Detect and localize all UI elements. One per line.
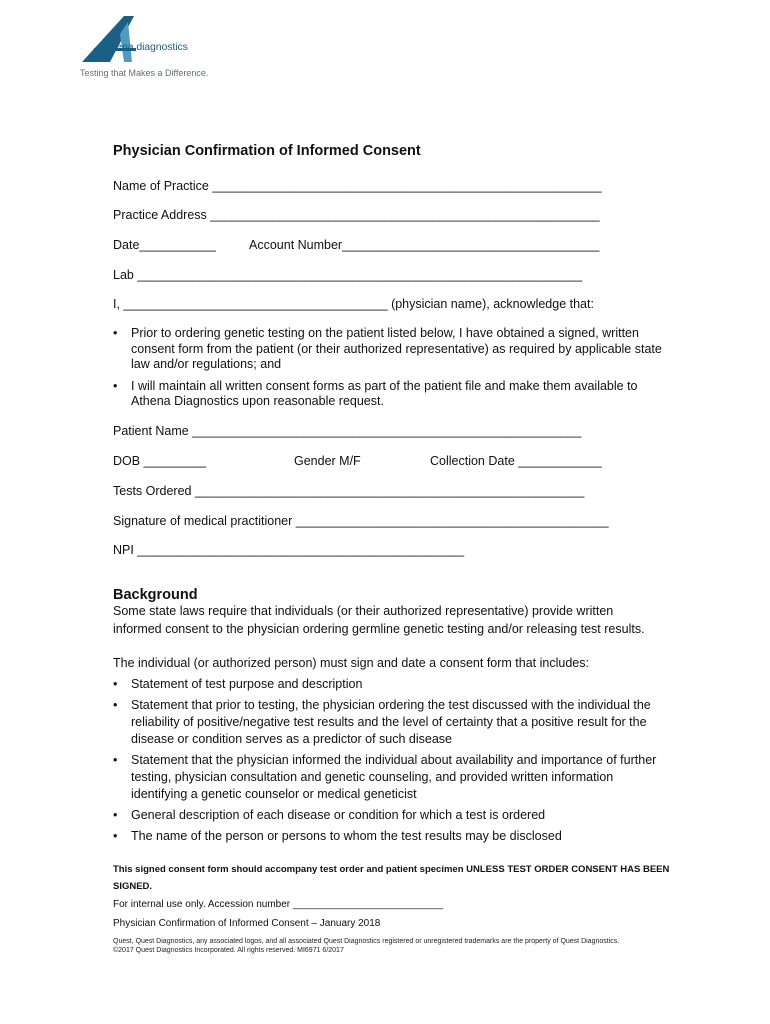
background-item [113,828,658,845]
background-item-text: Statement that the physician informed the individual about availability and importance of further testing, physician consultation and genetic counseling, and provided written information identifying a genetic counselor or medical geneticist [131,753,657,801]
athena-a-mark-icon [80,14,210,64]
bullet-icon: • [113,808,118,822]
background-item-text: Statement of test purpose and description [131,677,363,691]
background-item [113,807,658,824]
background-intro: Some state laws require that individuals (or their authorized representative) provide written informed consent to the physician ordering germline genetic testing and/or releasing test results. [113,604,645,636]
background-item-text: The name of the person or persons to whom the test results may be disclosed [131,829,562,843]
patient-name-field[interactable]: Patient Name ________________________________________________________ [113,424,582,438]
lab-field[interactable]: Lab ________________________________________________________________ [113,268,583,282]
collection-date-field[interactable]: Collection Date ____________ [430,454,602,468]
background-item-text: General description of each disease or condition for which a test is ordered [131,808,546,822]
internal-accession-field[interactable]: For internal use only. Accession number ___________________________ [113,899,444,910]
acknowledgement-item [113,326,673,373]
date-field[interactable]: Date___________ [113,238,216,252]
signature-field[interactable]: Signature of medical practitioner _____________________________________________ [113,514,609,528]
consent-notice: This signed consent form should accompany test order and patient specimen UNLESS TEST ORDER CONSENT HAS BEEN SIGNED. [113,864,670,892]
background-item [113,752,658,803]
form-identifier: Physician Confirmation of Informed Consent – January 2018 [113,918,381,929]
bullet-icon: • [113,677,118,691]
page-title: Physician Confirmation of Informed Consent [113,143,421,159]
tests-ordered-field[interactable]: Tests Ordered ________________________________________________________ [113,484,585,498]
background-item [113,697,658,748]
acknowledgement-item [113,379,673,410]
brand-tagline: Testing that Makes a Difference. [80,68,209,78]
bullet-icon: • [113,698,118,712]
practice-address-field[interactable]: Practice Address ________________________________________________________ [113,208,600,222]
acknowledgement-text: Prior to ordering genetic testing on the patient listed below, I have obtained a signed, written consent form from the patient (or their authorized representative) as required by applicable state law and/or regulations; and [131,326,662,371]
athena-logo [80,14,210,84]
bullet-icon: • [113,326,118,340]
physician-acknowledge-field[interactable]: I, ______________________________________ (physician name), acknowledge that: [113,297,594,311]
acknowledgement-text: I will maintain all written consent forms as part of the patient file and make them available to Athena Diagnostics upon reasonable request. [131,378,638,408]
bullet-icon: • [113,378,118,393]
name-of-practice-field[interactable]: Name of Practice ________________________________________________________ [113,179,602,193]
background-heading: Background [113,587,198,603]
bullet-icon: • [113,829,118,843]
account-number-field[interactable]: Account Number_____________________________________ [249,238,600,252]
brand-name: athena diagnostics [102,41,188,53]
background-list [113,676,658,845]
bullet-icon: • [113,753,118,767]
background-lead: The individual (or authorized person) must sign and date a consent form that includes: [113,656,589,670]
dob-field[interactable]: DOB _________ [113,454,207,468]
background-item [113,676,658,693]
legal-notice: Quest, Quest Diagnostics, any associated logos, and all associated Quest Diagnostics registered or unregistered trademarks are the property of Quest Diagnostics. ©2017 Quest Diagnostics Incorporated. All rights reserved. MI6971 6/2017 [113,938,620,954]
background-item-text: Statement that prior to testing, the physician ordering the test discussed with the individual the reliability of positive/negative test results and the level of certainty that a positive result for the disease or condition serves as a predictor of such disease [131,698,651,746]
gender-field[interactable]: Gender M/F [294,454,361,468]
npi-field[interactable]: NPI _______________________________________________ [113,543,465,557]
acknowledgement-list [113,326,673,410]
